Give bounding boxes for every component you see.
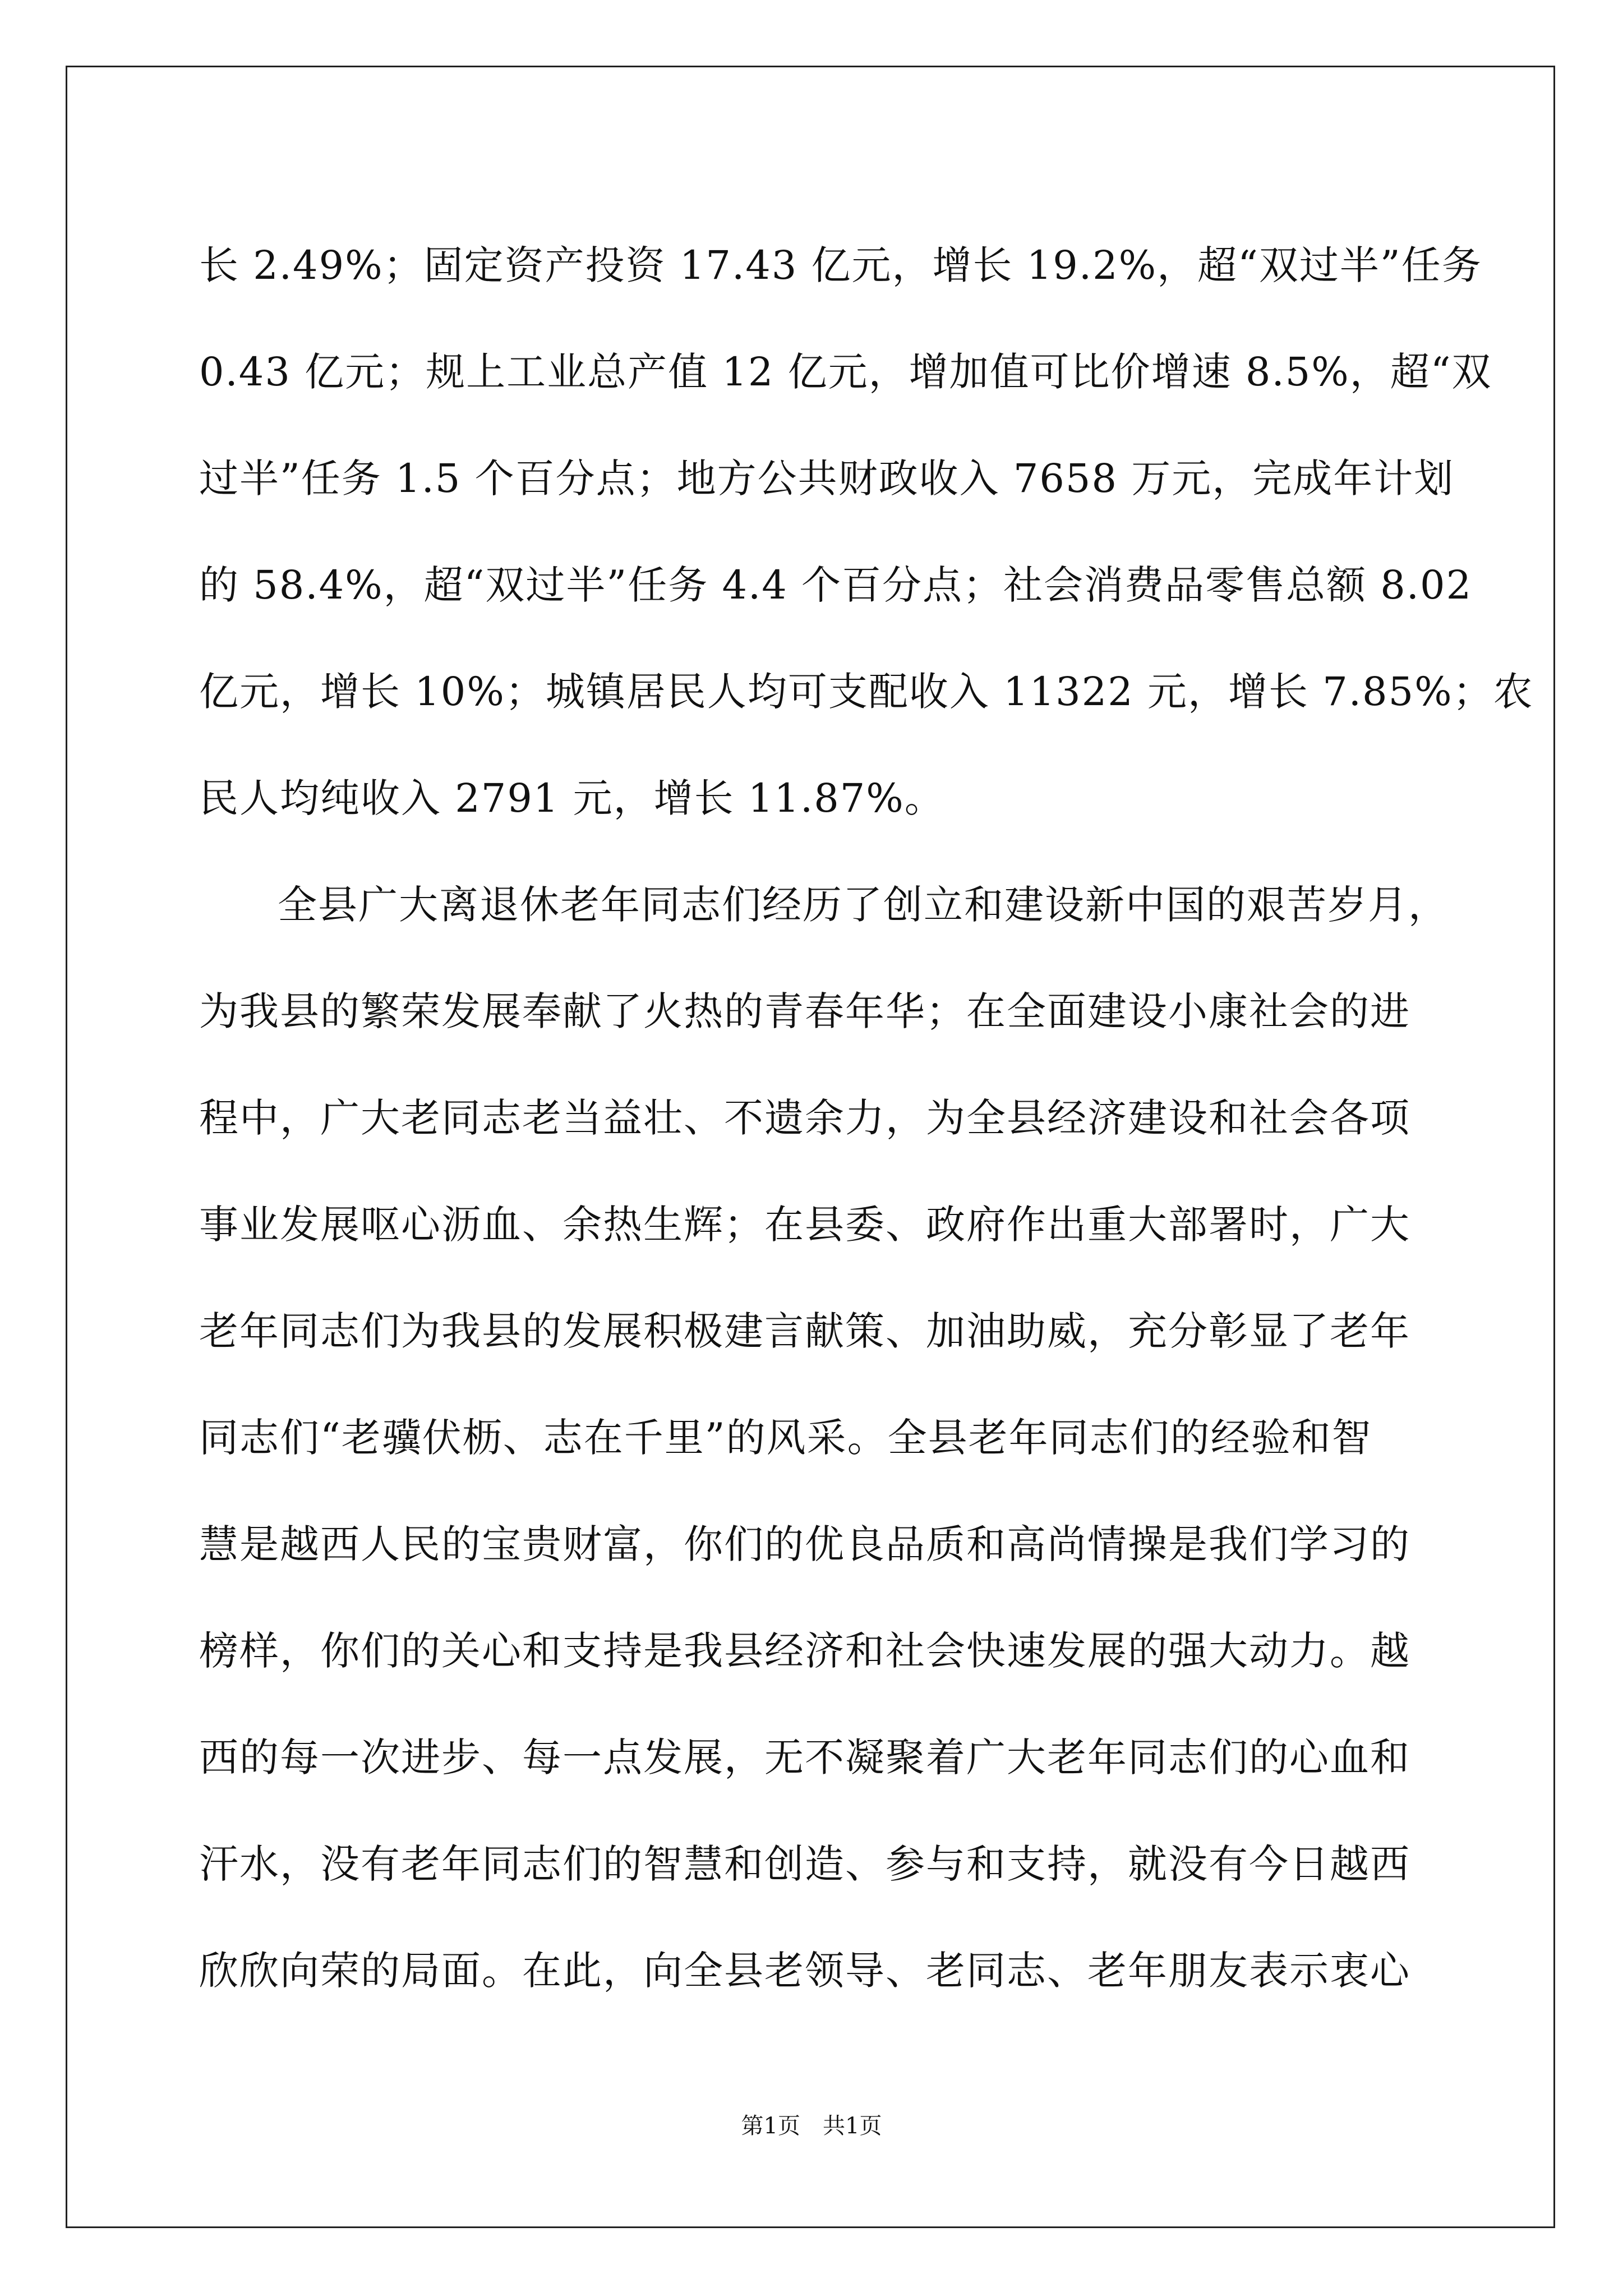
page-number: 第1页 [741, 2113, 800, 2139]
text-line-12: 同志们“老骥伏枥、志在千里”的风采。全县老年同志们的经验和智 [199, 1415, 1372, 1461]
text-line-1: 长 2.49%；固定资产投资 17.43 亿元，增长 19.2%，超“双过半”任务 [199, 242, 1482, 288]
text-line-2: 0.43 亿元；规上工业总产值 12 亿元，增加值可比价增速 8.5%，超“双 [199, 349, 1492, 395]
text-line-10: 事业发展呕心沥血、余热生辉；在县委、政府作出重大部署时，广大 [199, 1202, 1410, 1248]
text-line-3: 过半”任务 1.5 个百分点；地方公共财政收入 7658 万元，完成年计划 [199, 455, 1455, 501]
page-total: 共1页 [823, 2113, 882, 2139]
text-line-11: 老年同志们为我县的发展积极建言献策、加油助威，充分彰显了老年 [199, 1308, 1410, 1354]
text-line-15: 西的每一次进步、每一点发展，无不凝聚着广大老年同志们的心血和 [199, 1734, 1410, 1780]
text-line-14: 榜样，你们的关心和支持是我县经济和社会快速发展的强大动力。越 [199, 1628, 1410, 1674]
text-line-9: 程中，广大老同志老当益壮、不遗余力，为全县经济建设和社会各项 [199, 1095, 1410, 1141]
document-body [199, 212, 1534, 2024]
text-line-8: 为我县的繁荣发展奉献了火热的青春年华；在全面建设小康社会的进 [199, 988, 1410, 1034]
text-line-7: 全县广大离退休老年同志们经历了创立和建设新中国的艰苦岁月， [278, 882, 1449, 928]
page-footer [0, 2109, 1623, 2143]
text-line-6: 民人均纯收入 2791 元，增长 11.87%。 [199, 775, 945, 821]
text-line-16: 汗水，没有老年同志们的智慧和创造、参与和支持，就没有今日越西 [199, 1841, 1410, 1887]
text-line-17: 欣欣向荣的局面。在此，向全县老领导、老同志、老年朋友表示衷心 [199, 1948, 1410, 1994]
text-line-13: 慧是越西人民的宝贵财富，你们的优良品质和高尚情操是我们学习的 [199, 1521, 1410, 1567]
text-line-4: 的 58.4%，超“双过半”任务 4.4 个百分点；社会消费品零售总额 8.02 [199, 562, 1473, 608]
text-line-5: 亿元，增长 10%；城镇居民人均可支配收入 11322 元，增长 7.85%；农 [199, 669, 1534, 715]
